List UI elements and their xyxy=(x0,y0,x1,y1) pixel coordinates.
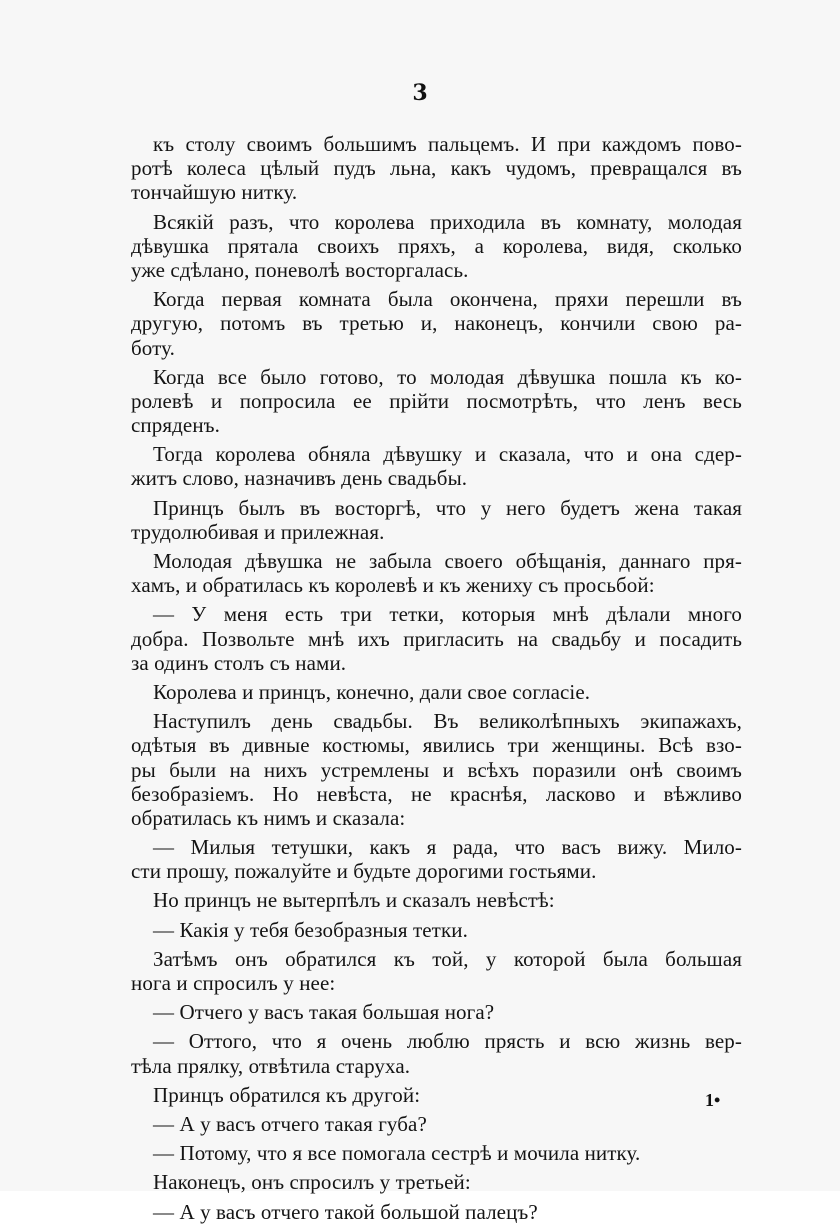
paragraph xyxy=(131,888,742,912)
paragraph xyxy=(131,1141,742,1165)
text-line: Когда первая комната была окончена, пряхи перешли въ xyxy=(153,287,742,312)
body-text xyxy=(131,132,742,1229)
text-line: трудолюбивая и прилежная. xyxy=(131,519,385,544)
text-line: спряденъ. xyxy=(131,413,220,438)
text-line: Тогда королева обняла дѣвушку и сказала, что и она сдер- xyxy=(153,442,742,467)
paragraph xyxy=(131,287,742,360)
text-line: Затѣмъ онъ обратился къ той, у которой была большая xyxy=(153,946,742,971)
text-line: Всякій разъ, что королева приходила въ комнату, молодая xyxy=(153,209,742,234)
text-line: ролевѣ и попросила ее прійти посмотрѣть, что ленъ весь xyxy=(131,388,742,413)
text-line: Наконецъ, онъ спросилъ у третьей: xyxy=(153,1170,471,1195)
text-line: Молодая дѣвушка не забыла своего обѣщанія, даннаго пря- xyxy=(153,549,742,573)
text-line: тѣла прялку, отвѣтила старуха. xyxy=(131,1053,411,1078)
text-line: — А у васъ отчего такой большой палецъ? xyxy=(153,1199,538,1224)
paragraph xyxy=(131,680,742,704)
text-line: боту. xyxy=(131,335,175,360)
text-line: тончайшую нитку. xyxy=(131,180,298,205)
text-line: Когда все было готово, то молодая дѣвушка пошла къ ко- xyxy=(153,364,742,389)
paragraph xyxy=(131,1200,742,1224)
text-line: житъ слово, назначивъ день свадьбы. xyxy=(131,466,468,491)
text-line: дѣвушка прятала своихъ пряхъ, а королева, видя, сколько xyxy=(131,233,742,258)
text-line: — Отчего у васъ такая большая нога? xyxy=(153,1000,495,1025)
text-line: одѣтыя въ дивные костюмы, явились три женщины. Всѣ взо- xyxy=(131,733,742,758)
text-line: Но принцъ не вытерпѣлъ и сказалъ невѣстѣ: xyxy=(153,888,555,913)
paragraph xyxy=(131,549,742,597)
text-line: — Оттого, что я очень люблю прясть и всю жизнь вер- xyxy=(153,1029,742,1054)
paragraph xyxy=(131,496,742,544)
text-line: — У меня есть три тетки, которыя мнѣ дѣлали много xyxy=(153,602,742,627)
paragraph xyxy=(131,835,742,883)
paragraph xyxy=(131,947,742,995)
text-line: — Какія у тебя безобразныя тетки. xyxy=(153,917,468,942)
text-line: ротѣ колеса цѣлый пудъ льна, какъ чудомъ, превращался въ xyxy=(131,156,742,181)
paragraph xyxy=(131,1083,742,1107)
paragraph xyxy=(131,1029,742,1077)
paragraph xyxy=(131,709,742,830)
text-line: сти прошу, пожалуйте и будьте дорогими гостьями. xyxy=(131,859,597,884)
text-line: обратилась къ нимъ и сказала: xyxy=(131,805,406,830)
text-line: уже сдѣлано, поневолѣ восторгалась. xyxy=(131,257,469,282)
paragraph xyxy=(131,442,742,490)
paragraph xyxy=(131,602,742,675)
text-line: — Потому, что я все помогала сестрѣ и мочила нитку. xyxy=(153,1141,641,1166)
text-line: къ столу своимъ большимъ пальцемъ. И при каждомъ пово- xyxy=(153,132,742,156)
text-line: — А у васъ отчего такая губа? xyxy=(153,1111,427,1136)
paragraph xyxy=(131,132,742,205)
text-line: — Милыя тетушки, какъ я рада, что васъ вижу. Мило- xyxy=(153,835,742,860)
text-line: безобразіемъ. Но невѣста, не краснѣя, ласково и вѣжливо xyxy=(131,781,742,806)
text-line: добра. Позвольте мнѣ ихъ пригласить на свадьбу и посадить xyxy=(131,626,742,651)
text-line: за одинъ столъ съ нами. xyxy=(131,650,347,675)
text-line: Принцъ былъ въ восторгѣ, что у него будетъ жена такая xyxy=(153,495,742,520)
paragraph xyxy=(131,1000,742,1024)
text-line: нога и спросилъ у нее: xyxy=(131,971,336,995)
text-line: Наступилъ день свадьбы. Въ великолѣпныхъ экипажахъ, xyxy=(153,709,742,734)
signature-mark: 1• xyxy=(705,1090,721,1110)
paragraph xyxy=(131,1112,742,1136)
paragraph xyxy=(131,918,742,942)
text-line: Принцъ обратился къ другой: xyxy=(153,1082,421,1107)
paragraph xyxy=(131,210,742,283)
page-number: 3 xyxy=(412,80,428,106)
text-line: ры были на нихъ устремлены и всѣхъ поразили онѣ своимъ xyxy=(131,757,742,782)
text-line: хамъ, и обратилась къ королевѣ и къ жениху съ просьбой: xyxy=(131,573,655,598)
text-line: Королева и принцъ, конечно, дали свое согласіе. xyxy=(153,679,591,704)
text-line: другую, потомъ въ третью и, наконецъ, кончили свою ра- xyxy=(131,311,742,336)
paragraph xyxy=(131,365,742,438)
